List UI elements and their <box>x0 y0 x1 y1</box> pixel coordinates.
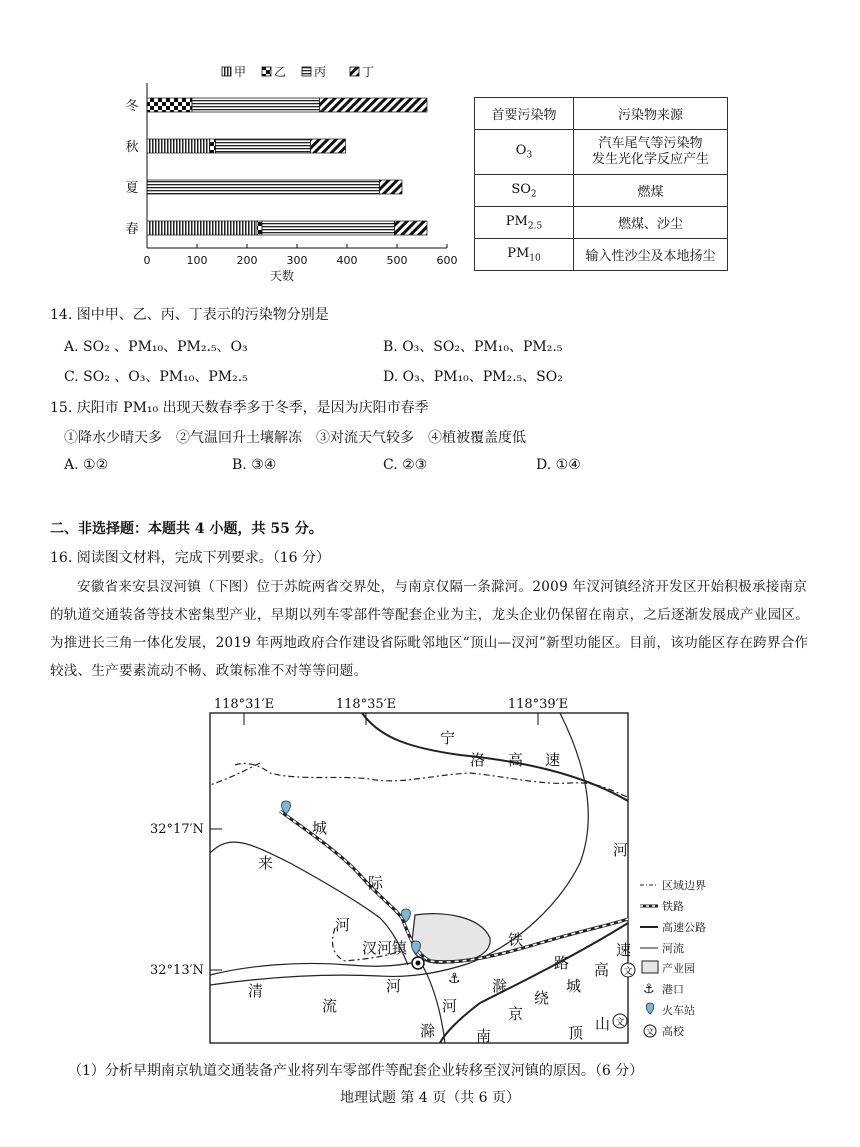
x-tick-label: 100 <box>186 254 208 267</box>
bar-春-乙 <box>257 221 262 235</box>
map-label: 城 <box>566 977 582 995</box>
table-cell-pollutant: $SO_2$ <box>475 175 574 207</box>
x-axis-label: 天数 <box>269 269 295 283</box>
table-cell-pollutant: $O_3$ <box>475 130 574 175</box>
q15-option-d[interactable]: D. ①④ <box>536 457 581 473</box>
q15-option-c[interactable]: C. ②③ <box>383 457 428 473</box>
map-label: 城 <box>312 819 328 837</box>
bar-秋-乙 <box>210 139 216 153</box>
town-marker-icon <box>412 957 424 969</box>
map-label: 滁 <box>420 1022 436 1040</box>
port-anchor-icon: ⚓ <box>448 971 461 987</box>
legend-industrial-park: 产业园 <box>662 962 695 975</box>
table-cell-source: 输入性沙尘及本地扬尘 <box>574 239 728 271</box>
map-label: 河 <box>613 841 629 859</box>
table-cell-pollutant: $PM_{2.5}$ <box>475 207 574 239</box>
legend-expressway: 高速公路 <box>662 921 706 934</box>
bar-夏-丙 <box>147 180 380 194</box>
map-label: 速 <box>545 751 561 769</box>
map-label: 高 <box>508 751 524 769</box>
map-label: 京 <box>508 1005 524 1023</box>
map-label: 绕 <box>534 989 550 1007</box>
pollution-days-chart <box>110 58 470 288</box>
q14-option-a[interactable]: A. SO₂ 、PM₁₀、PM₂.₅、O₃ <box>64 339 248 355</box>
question-16-passage: 安徽省来安县汊河镇（下图）位于苏皖两省交界处，与南京仅隔一条滁河。2009 年汊河镇经济开发区开始积极承接南京的轨道交通装备等技术密集型产业，早期以列车零部件等配套企业为主，龙头企业仍保留在南京，之后逐渐发展成产业园区。为推进长三角一体化发展，2019 年两地政府合作建设省际毗邻地区“顶山—汊河”新型功能区。目前，该功能区存在跨界合作较浅、生产要素流动不畅、政策标准不对等等问题。 <box>50 579 809 679</box>
bar-冬-丙 <box>192 98 320 112</box>
q14-option-c[interactable]: C. SO₂ 、O₃、PM₁₀、PM₂.₅ <box>64 369 248 385</box>
question-16-sub-1: （1）分析早期南京轨道交通装备产业将列车零部件等配套企业转移至汊河镇的原因。（6 分） <box>68 1063 644 1079</box>
svg-text:文: 文 <box>623 967 633 977</box>
legend-swatch-乙 <box>262 67 271 76</box>
university-icon <box>621 963 635 977</box>
svg-text:文: 文 <box>646 1027 654 1036</box>
map-label: 速 <box>616 941 632 959</box>
university-icon <box>613 1014 627 1028</box>
legend-swatch-甲 <box>222 67 231 76</box>
table-cell-source: 汽车尾气等污染物 发生光化学反应产生 <box>574 130 728 175</box>
section-2-title: 二、非选择题：本题共 4 小题，共 55 分。 <box>50 521 323 537</box>
lon-label: 118°31′E <box>213 697 275 712</box>
x-tick-label: 500 <box>386 254 408 267</box>
table-cell-pollutant: $PM_{10}$ <box>475 239 574 271</box>
question-15-stem: 15. 庆阳市 PM₁₀ 出现天数春季多于冬季，是因为庆阳市春季 <box>50 400 429 416</box>
map-label: 洛 <box>470 751 486 769</box>
map-label: 清 <box>248 982 264 1000</box>
map-label: 滁 <box>492 977 508 995</box>
map-label: 铁 <box>508 931 524 949</box>
y-axis-categories <box>125 99 138 237</box>
map-label: 南 <box>476 1027 492 1045</box>
question-16-stem: 16. 阅读图文材料，完成下列要求。（16 分） <box>50 550 330 566</box>
q15-option-a[interactable]: A. ①② <box>64 457 109 473</box>
x-tick-label: 0 <box>143 254 151 267</box>
map-label: 路 <box>554 954 570 972</box>
legend-label-丙: 丙 <box>314 65 327 79</box>
category-label-冬: 冬 <box>125 99 139 114</box>
bar-秋-丙 <box>216 139 311 153</box>
map-label: 山 <box>595 1015 611 1033</box>
chart-legend <box>222 65 374 79</box>
table-header-source: 污染物来源 <box>574 98 728 130</box>
map-label: 顶 <box>568 1024 584 1042</box>
category-label-夏: 夏 <box>125 181 139 196</box>
legend-label-甲: 甲 <box>234 65 247 79</box>
hanhe-town-map <box>140 693 740 1048</box>
legend-university: 高校 <box>662 1025 684 1038</box>
bar-秋-丁 <box>311 139 346 153</box>
pollutant-source-table <box>474 97 728 271</box>
svg-text:文: 文 <box>615 1018 625 1028</box>
x-tick-label: 600 <box>436 254 458 267</box>
bar-冬-丁 <box>320 98 428 112</box>
map-label: 宁 <box>440 729 456 747</box>
legend-swatch-丙 <box>302 67 311 76</box>
bar-冬-乙 <box>147 98 192 112</box>
legend-swatch-丁 <box>350 67 359 76</box>
lon-label: 118°39′E <box>507 697 569 712</box>
legend-railway: 铁路 <box>662 900 684 913</box>
table-cell-source: 燃煤、沙尘 <box>574 207 728 239</box>
category-label-秋: 秋 <box>125 140 139 155</box>
q14-option-b[interactable]: B. O₃、SO₂、PM₁₀、PM₂.₅ <box>383 339 563 355</box>
legend-label-丁: 丁 <box>362 65 375 79</box>
map-legend <box>640 878 706 1038</box>
table-cell-source: 燃煤 <box>574 175 728 207</box>
page-footer: 地理试题 第 4 页（共 6 页） <box>339 1090 521 1106</box>
map-label: 河 <box>442 997 458 1015</box>
map-label: 来 <box>258 854 274 872</box>
x-tick-label: 400 <box>336 254 358 267</box>
legend-boundary: 区域边界 <box>662 879 706 892</box>
x-tick-label: 300 <box>286 254 308 267</box>
legend-port-icon: ⚓ <box>643 982 655 997</box>
q15-option-b[interactable]: B. ③④ <box>232 457 277 473</box>
map-label: 汊河镇 <box>362 939 408 957</box>
legend-river: 河流 <box>662 942 684 955</box>
bar-夏-丁 <box>380 180 403 194</box>
legend-label-乙: 乙 <box>274 65 287 79</box>
map-label: 流 <box>322 997 338 1015</box>
x-tick-label: 200 <box>236 254 258 267</box>
legend-station: 火车站 <box>662 1004 695 1017</box>
lat-label: 32°17′N <box>150 822 204 837</box>
map-label: 河 <box>335 916 351 934</box>
map-label: 河 <box>386 977 402 995</box>
bar-春-甲 <box>147 221 257 235</box>
map-label: 高 <box>594 961 610 979</box>
bar-春-丙 <box>262 221 395 235</box>
question-15-items: ①降水少晴天多 ②气温回升土壤解冻 ③对流天气较多 ④植被覆盖度低 <box>64 430 526 446</box>
question-14-stem: 14. 图中甲、乙、丙、丁表示的污染物分别是 <box>50 307 329 323</box>
bar-秋-甲 <box>147 139 210 153</box>
lon-label: 118°35′E <box>335 697 397 712</box>
table-header-pollutant: 首要污染物 <box>475 98 574 130</box>
lat-label: 32°13′N <box>150 963 204 978</box>
bar-春-丁 <box>395 221 428 235</box>
legend-port: 港口 <box>662 983 684 996</box>
q14-option-d[interactable]: D. O₃、PM₁₀、PM₂.₅、SO₂ <box>383 369 563 385</box>
category-label-春: 春 <box>125 222 139 237</box>
map-label: 际 <box>368 874 384 892</box>
